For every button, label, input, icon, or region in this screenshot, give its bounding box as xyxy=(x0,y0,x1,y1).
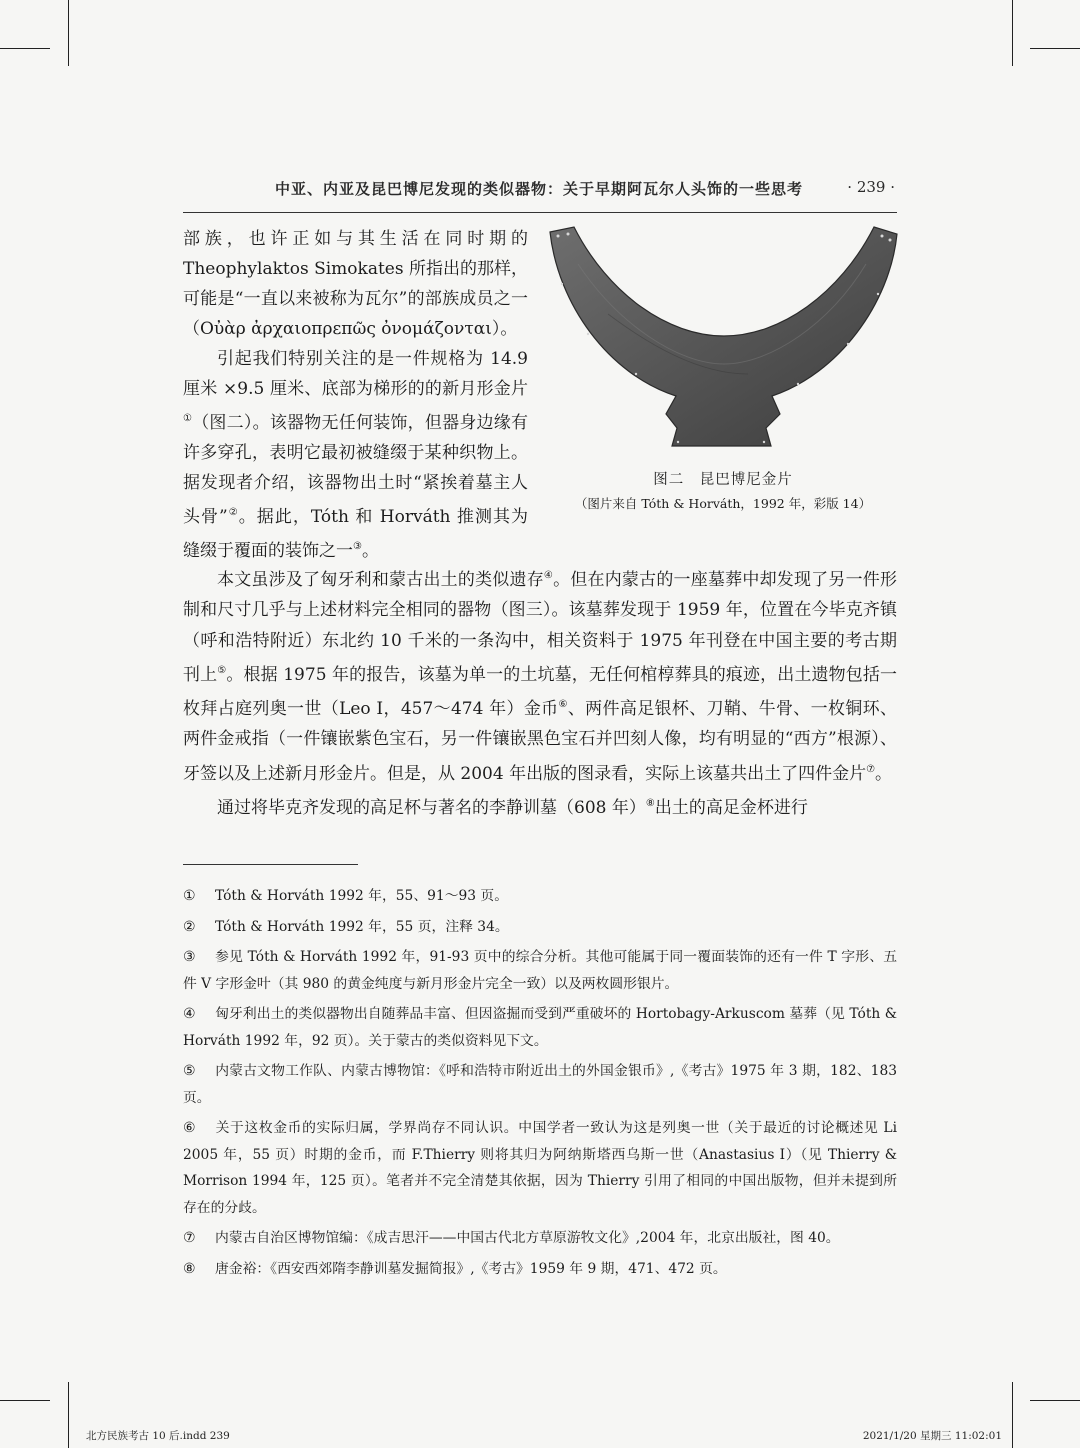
left-column-text xyxy=(183,224,528,566)
header-title: 中亚、内亚及昆巴博尼发现的类似器物：关于早期阿瓦尔人头饰的一些思考 xyxy=(275,180,804,198)
footnote: ④ 匈牙利出土的类似器物出自随葬品丰富、但因盗掘而受到严重破坏的 Hortobagy-Arkuscom 墓葬（见 Tóth & Horváth 1992 年，92 页）。关于蒙古的类似资料见下文。 xyxy=(183,1001,897,1054)
footnote: ⑦ 内蒙古自治区博物馆编：《成吉思汗——中国古代北方草原游牧文化》,2004 年，北京出版社，图 40。 xyxy=(183,1225,897,1252)
footnotes xyxy=(183,883,897,1286)
crescent-gold-plate-image xyxy=(548,224,898,464)
crop-mark xyxy=(68,0,69,66)
running-header xyxy=(183,176,897,213)
paragraph: 通过将毕克齐发现的高足杯与著名的李静训墓（608 年）⑧出土的高足金杯进行 xyxy=(217,798,808,819)
footnote: ⑥ 关于这枚金币的实际归属，学界尚存不同认识。中国学者一致认为这是列奥一世（关于最近的讨论概述见 Li 2005 年，55 页）时期的金币，而 F.Thierry 则将其归为阿纳斯塔西乌斯一世（Anastasius I）（见 Thierry & Morrison 1994 年，125 页）。笔者并不完全清楚其依据，因为 Thierry 引用了相同的中国出版物，但并未提到所存在的分歧。 xyxy=(183,1115,897,1221)
footnote-ref[interactable]: ⑧ xyxy=(645,798,655,810)
paragraph: 部族，也许正如与其生活在同时期的 Theophylaktos Simokates 所指出的那样，可能是“一直以来被称为瓦尔”的部族成员之一（Οὐὰρ ἀρχαιοπρεπῶς ὀνομάζονται）。 xyxy=(183,229,528,339)
crop-mark xyxy=(1030,1400,1080,1401)
crop-mark xyxy=(1012,1382,1013,1448)
crescent-plate xyxy=(550,227,897,446)
figure-caption: 图二 昆巴博尼金片 xyxy=(653,472,793,488)
footnote-mark: ① xyxy=(183,888,196,904)
crop-mark xyxy=(1030,48,1080,49)
paragraph: 本文虽涉及了匈牙利和蒙古出土的类似遗存④。但在内蒙古的一座墓葬中却发现了另一件形制和尺寸几乎与上述材料完全相同的器物（图三）。该墓葬发现于 1959 年，位置在今毕克齐镇（呼和浩特附近）东北约 10 千米的一条沟中，相关资料于 1975 年刊登在中国主要的考古期刊上⑤。根据 1975 年的报告，该墓为单一的土坑墓，无任何棺椁葬具的痕迹，出土遗物包括一枚拜占庭列奥一世（Leo I，457～474 年）金币⑥、两件高足银杯、刀鞘、牛骨、一枚铜环、两件金戒指（一件镶嵌紫色宝石，另一件镶嵌黑色宝石并凹刻人像，均有明显的“西方”根源）、牙签以及上述新月形金片。但是，从 2004 年出版的图录看，实际上该墓共出土了四件金片⑦。 xyxy=(183,570,898,784)
footnote-ref[interactable]: ② xyxy=(227,507,239,518)
figure-source: （图片来自 Tóth & Horváth，1992 年，彩版 14） xyxy=(574,496,872,511)
footnote-ref[interactable]: ⑦ xyxy=(866,763,876,775)
slug-filename: 北方民族考古 10 后.indd 239 xyxy=(86,1430,230,1442)
footnote-mark: ⑥ xyxy=(183,1120,196,1136)
footnote: ① Tóth & Horváth 1992 年，55、91～93 页。 xyxy=(183,883,897,910)
crop-mark xyxy=(0,1400,50,1401)
footnote-mark: ⑧ xyxy=(183,1260,196,1277)
footnote-mark: ③ xyxy=(183,949,196,965)
page-number: · 239 · xyxy=(847,178,895,196)
footnote-ref[interactable]: ① xyxy=(183,413,193,424)
footnote-mark: ② xyxy=(183,918,196,935)
footnote-separator xyxy=(183,864,358,865)
paragraph: 引起我们特别关注的是一件规格为 14.9 厘米 ×9.5 厘米、底部为梯形的的新月形金片①（图二）。该器物无任何装饰，但器身边缘有许多穿孔，表明它最初被缝缀于某种织物上。据发现者介绍，该器物出土时“紧挨着墓主人头骨”②。据此，Tóth 和 Horváth 推测其为缝缀于覆面的装饰之一③。 xyxy=(183,349,529,561)
footnote: ⑧ 唐金裕：《西安西郊隋李静训墓发掘简报》,《考古》1959 年 9 期，471、472 页。 xyxy=(183,1256,897,1283)
slug-timestamp: 2021/1/20 星期三 11:02:01 xyxy=(862,1430,1002,1442)
footnote-mark: ⑤ xyxy=(183,1063,196,1079)
crop-mark xyxy=(1012,0,1013,66)
footnote: ③ 参见 Tóth & Horváth 1992 年，91-93 页中的综合分析。其他可能属于同一覆面装饰的还有一件 T 字形、五件 V 字形金叶（其 980 的黄金纯度与新月形金片完全一致）以及两枚圆形银片。 xyxy=(183,944,897,997)
footnote-ref[interactable]: ④ xyxy=(543,570,554,581)
footnote-mark: ④ xyxy=(183,1006,196,1022)
footnote-ref[interactable]: ⑥ xyxy=(558,699,568,711)
footnote: ⑤ 内蒙古文物工作队、内蒙古博物馆：《呼和浩特市附近出土的外国金银币》,《考古》1975 年 3 期，182、183 页。 xyxy=(183,1058,897,1111)
footnote-ref[interactable]: ③ xyxy=(353,541,362,552)
footnote: ② Tóth & Horváth 1992 年，55 页，注释 34。 xyxy=(183,914,897,941)
crop-mark xyxy=(68,1382,69,1448)
crop-mark xyxy=(0,48,50,49)
figure-2 xyxy=(548,224,898,524)
footnote-mark: ⑦ xyxy=(183,1230,196,1246)
footnote-ref[interactable]: ⑤ xyxy=(217,664,227,676)
body-text xyxy=(183,561,897,823)
